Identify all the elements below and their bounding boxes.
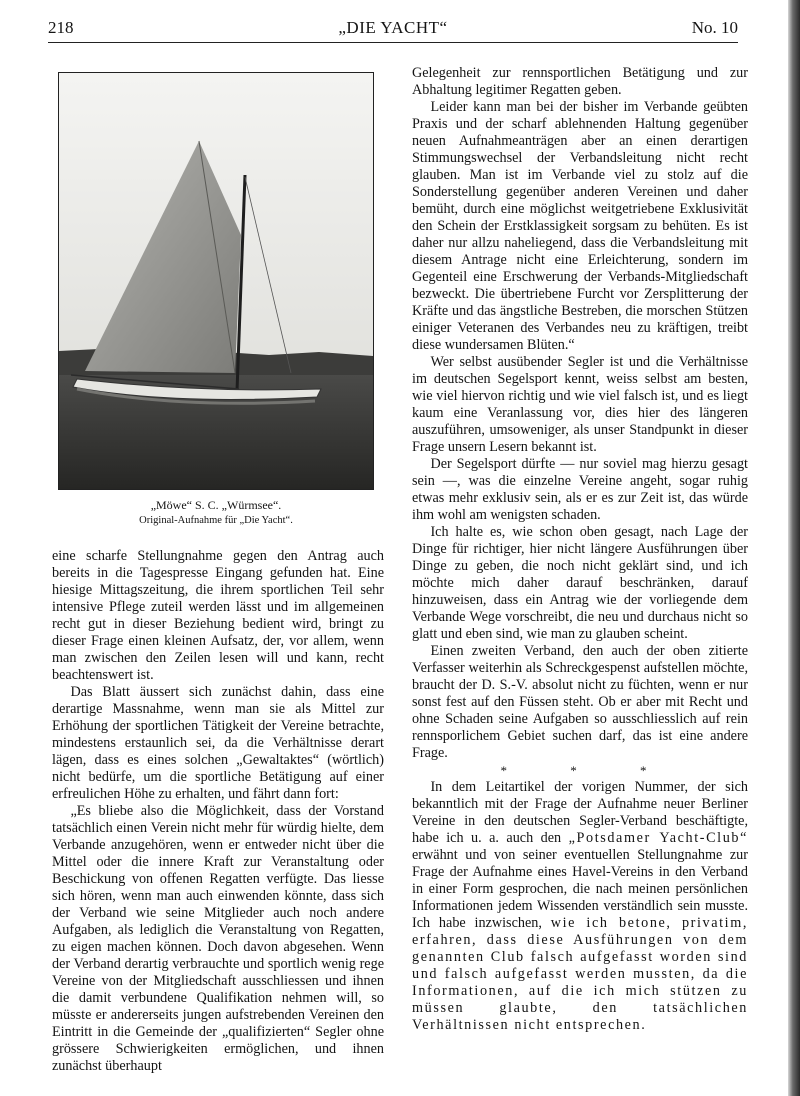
text-run: erwähnt und von seiner eventuellen Stellungnahme zur Frage der Aufnahme eines Havel-Vereins in den Verband in einer Form gesprochen, die nach meinen persönlichen Informationen jedem Wissenden verständlich sein musste. Ich habe inzwischen,	[412, 847, 748, 931]
paragraph: Wer selbst ausübender Segler ist und die Verhältnisse im deutschen Segelsport kennt, weiss selbst am besten, wie viel hiervon richtig und wie viel falsch ist, und es liegt kaum eine Veranlassung vor, dies hier des längeren auszuführen, umsoweniger, als unser Standpunkt in dieser Frage unsern Lesern bekannt ist.	[412, 354, 748, 455]
caption-credit: Original-Aufnahme für „Die Yacht“.	[139, 515, 293, 526]
page-number: 218	[48, 18, 74, 37]
paragraph: Gelegenheit zur rennsportlichen Betätigung und zur Abhaltung legitimer Regatten geben.	[412, 65, 748, 98]
sailboat-photo	[58, 72, 374, 490]
issue-number: No. 10	[691, 18, 738, 37]
section-separator: * * *	[500, 763, 677, 778]
header-rule	[48, 42, 738, 43]
figure-caption	[58, 498, 374, 528]
paragraph: eine scharfe Stellungnahme gegen den Antrag auch bereits in die Tagespresse Eingang gefunden hat. Eine hiesige Mittagszeitung, die ihrem sportlichen Teil sehr intensive Pflege zuteil werden lässt und im allgemeinen recht gut in dieser Beziehung bedient wird, bringt zu dieser Frage einen kleinen Aufsatz, der, vor allem, wenn man zwischen den Zeilen lesen will und kann, recht beachtenswert ist.	[52, 548, 384, 683]
paragraph: Leider kann man bei der bisher im Verbande geübten Praxis und der scharf ablehnenden Haltung gegenüber neuen Aufnahmeanträgen aber an einen derartigen Stimmungswechsel der Verbandsleitung nicht recht glauben. Man ist im Verbande viel zu stolz auf die Sonderstellung gegenüber anderen Vereinen und daher bemüht, durch eine möglichst weitgetriebene Exklusivität den Schein der Erstklassigkeit sorgsam zu behüten. Es ist daher nur allzu naheliegend, dass die Verbandsleitung mit diesem Antrage nicht eine Erleichterung, sondern im Gegenteil eine Erschwerung der Verbands-Mitgliedschaft bezweckt. Die übertriebene Furcht vor Zersplitterung der Kräfte und das ängstliche Bestreben, die morschen Stützen einiger Veteranen des Verbandes neu zu kräftigen, treibt diese wundersamen Blüten.“	[412, 99, 748, 353]
sailboat-illustration	[59, 73, 373, 489]
left-column	[52, 548, 384, 1075]
club-name: „Potsdamer Yacht-Club“	[568, 830, 748, 846]
paragraph: Einen zweiten Verband, den auch der oben zitierte Verfasser weiterhin als Schreckgespenst aufstellen möchte, braucht der D. S.-V. absolut nicht zu füchten, wenn er nur sonst fest auf den Füssen steht. Ob er aber mit Recht und ohne Schaden seine Aufgaben so ausschliesslich auf rein rennsporlichem Gebiet suchen darf, das ist eine andere Frage.	[412, 643, 748, 761]
caption-title: „Möwe“ S. C. „Würmsee“.	[150, 498, 282, 512]
paragraph: Das Blatt äussert sich zunächst dahin, dass eine derartige Massnahme, wenn man sie als Mittel zur Erhöhung der sportlichen Tätigkeit der Vereine betrachte, mindestens erstaunlich sei, da die Verhältnisse derart lägen, dass es eines solchen „Gewaltaktes“ (wörtlich) nicht bedürfe, um die sportliche Betätigung auf einer erfreulichen Höhe zu erhalten, und fährt dann fort:	[52, 684, 384, 802]
page-edge-shadow	[788, 0, 800, 1096]
paragraph	[412, 779, 748, 1034]
journal-title: „DIE YACHT“	[338, 18, 448, 37]
emphasized-text: wie ich betone, privatim, erfahren, dass diese Ausführungen von dem genannten Club falsch aufgefasst worden sind und falsch aufgefasst werden mussten, da die Informationen, auf die ich mich stützen zu müssen glaubte, den tatsächlichen Verhältnissen nicht entsprechen.	[412, 915, 748, 1033]
text-run: In dem Leitartikel der vorigen Nummer, der sich bekanntlich mit der Frage der Aufnahme neuer Berliner Vereine in den deutschen Segler-Verband beschäftigte, habe ich u. a. auch den	[412, 779, 748, 846]
right-column	[412, 65, 748, 1034]
paragraph: Ich halte es, wie schon oben gesagt, nach Lage der Dinge für richtiger, hier nicht längere Ausführungen über Dinge zu geben, die noch nicht geklärt sind, und ich möchte mich daher darauf beschränken, darauf hinzuweisen, dass ein Antrag wie der vorliegende dem Verbande Wege vorschreibt, die neu und durchaus nicht so glatt und eben sind, wie man zu glauben scheint.	[412, 524, 748, 642]
running-header	[48, 18, 738, 44]
paragraph: Der Segelsport dürfte — nur soviel mag hierzu gesagt sein —, was die einzelne Vereine angeht, sogar ruhig etwas mehr exklusiv sein, als er es zur Zeit ist, das würde ihm wohl am wenigsten schaden.	[412, 456, 748, 523]
paragraph: „Es bliebe also die Möglichkeit, dass der Vorstand tatsächlich einen Verein nicht mehr für würdig hielte, dem Verbande anzugehören, wenn er entweder nicht über die Mittel oder die innere Kraft zur Veranstaltung oder Beschickung von offenen Regatten verfügte. Das liesse sich hören, wenn man auch einwenden könnte, dass sich der Verband wie seine Mitglieder auch noch andere Aufgaben, als lediglich die Veranstaltung von Regatten, zu eigen machen können. Doch davon abgesehen. Wenn der Verband derartig verbrauchte und sportlich wenig rege Vereine von der Mitgliedschaft ausschliessen und ihnen die damit verbundene Qualifikation nehmen will, so müsste er andererseits jungen aufstrebenden Vereinen den Eintritt in die Gemeinde der „qualifizierten“ Segler ohne grössere Schwierigkeiten ermöglichen, und ihnen zunächst überhaupt	[52, 803, 384, 1074]
